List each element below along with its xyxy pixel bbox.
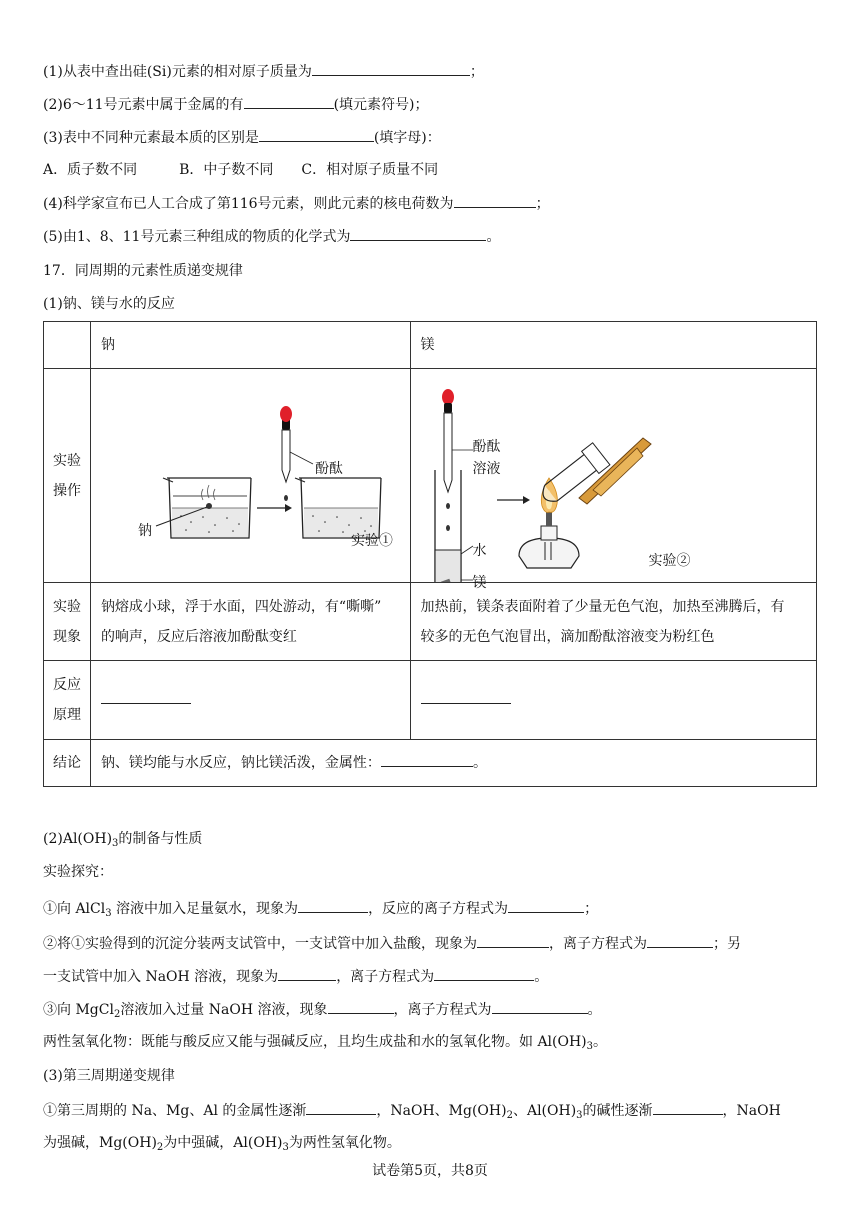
answer-blank[interactable]	[312, 61, 470, 76]
row-label-operation: 实验 操作	[44, 369, 91, 583]
row-label-phenomenon: 实验 现象	[44, 583, 91, 661]
label-phenolphthalein-solution: 酚酞 溶液	[472, 438, 501, 477]
magnesium-experiment-illustration	[411, 370, 817, 582]
header-magnesium: 镁	[410, 322, 816, 369]
answer-blank[interactable]	[328, 999, 394, 1014]
explore-title: 实验探究：	[43, 864, 113, 880]
principle-sodium	[90, 661, 410, 740]
label-sodium: 钠	[137, 522, 152, 539]
question-3: (3)表中不同种元素最本质的区别是 (填字母)：	[43, 127, 820, 148]
question-5: (5)由1、8、11号元素三种组成的物质的化学式为 。	[43, 226, 820, 247]
question-4: (4)科学家宣布已人工合成了第116号元素，则此元素的核电荷数为 ；	[43, 193, 820, 214]
label-water: 水	[472, 542, 487, 559]
period-trend-2: 为强碱，$Mg(OH)_2$为中强碱，$Al(OH)_3$为两性氢氧化物。	[43, 1135, 401, 1153]
step-1: ①向 AlCl$_3$ 溶液中加入足量氨水，现象为 ，反应的离子方程式为 ；	[43, 898, 820, 919]
question-17-sub2: $(2)Al(OH)_3$的制备与性质	[43, 831, 203, 849]
step-2: ②将①实验得到的沉淀分装两支试管中，一支试管中加入盐酸，现象为 ，离子方程式为 ；另	[43, 933, 820, 954]
row-label-conclusion: 结论	[44, 740, 91, 787]
answer-blank[interactable]	[278, 966, 336, 981]
question-17-sub3: (3)第三周期递变规律	[43, 1068, 175, 1084]
answer-blank[interactable]	[101, 689, 191, 704]
header-sodium: 钠	[90, 322, 410, 369]
conclusion-cell: 钠、镁均能与水反应，钠比镁活泼，金属性： 。	[90, 740, 816, 787]
step-3: ③向 MgCl$_2$溶液加入过量 NaOH 溶液，现象 ，离子方程式为 。	[43, 999, 820, 1020]
answer-blank[interactable]	[477, 933, 549, 948]
answer-blank[interactable]	[298, 898, 368, 913]
answer-blank[interactable]	[454, 193, 536, 208]
phenomenon-sodium: 钠熔成小球，浮于水面，四处游动，有“嘶嘶” 的响声，反应后溶液加酚酞变红	[90, 583, 410, 661]
label-phenolphthalein: 酚酞	[314, 460, 343, 477]
answer-blank[interactable]	[259, 127, 374, 142]
phenomenon-magnesium: 加热前，镁条表面附着了少量无色气泡，加热至沸腾后，有 较多的无色气泡冒出，滴加酚酞溶液变为粉红色	[410, 583, 816, 661]
answer-blank[interactable]	[244, 94, 334, 109]
question-17-sub1: (1)钠、镁与水的反应	[43, 296, 175, 312]
figure-experiment-2	[411, 370, 816, 591]
answer-blank[interactable]	[647, 933, 713, 948]
answer-blank[interactable]	[381, 752, 473, 767]
figure-experiment-1	[91, 370, 410, 582]
question-17-title: 17．同周期的元素性质递变规律	[43, 263, 243, 279]
answer-blank[interactable]	[653, 1100, 723, 1115]
row-label-principle: 反应 原理	[44, 661, 91, 740]
answer-blank[interactable]	[306, 1100, 376, 1115]
step-2-continued: 一支试管中加入 NaOH 溶液，现象为 ，离子方程式为 。	[43, 966, 820, 987]
answer-blank[interactable]	[508, 898, 584, 913]
period-trend-1: ①第三周期的 Na、Mg、Al 的金属性逐渐 ，NaOH、$Mg(OH)_2$、$Al(OH)_3$的碱性逐渐 ，NaOH	[43, 1100, 820, 1121]
caption-experiment-2: 实验②	[648, 552, 691, 569]
figure-sodium-cell	[90, 369, 410, 583]
label-magnesium: 镁	[472, 574, 487, 591]
question-3-options: A．质子数不同 B．中子数不同 C．相对原子质量不同	[43, 162, 439, 178]
answer-blank[interactable]	[350, 226, 486, 241]
caption-experiment-1: 实验①	[350, 532, 393, 549]
principle-magnesium	[410, 661, 816, 740]
answer-blank[interactable]	[434, 966, 534, 981]
question-1: (1)从表中查出硅(Si)元素的相对原子质量为 ；	[43, 61, 820, 82]
page-footer: 试卷第5页，共8页	[372, 1163, 488, 1179]
figure-magnesium-cell	[410, 369, 816, 591]
table-corner	[44, 322, 91, 369]
experiment-table	[43, 321, 817, 787]
question-2: (2)6～11号元素中属于金属的有 (填元素符号)；	[43, 94, 820, 115]
answer-blank[interactable]	[492, 999, 588, 1014]
answer-blank[interactable]	[421, 689, 511, 704]
amphoteric-definition: 两性氢氧化物：既能与酸反应又能与强碱反应，且均生成盐和水的氢氧化物。如 $Al(OH)_3$。	[43, 1034, 608, 1052]
